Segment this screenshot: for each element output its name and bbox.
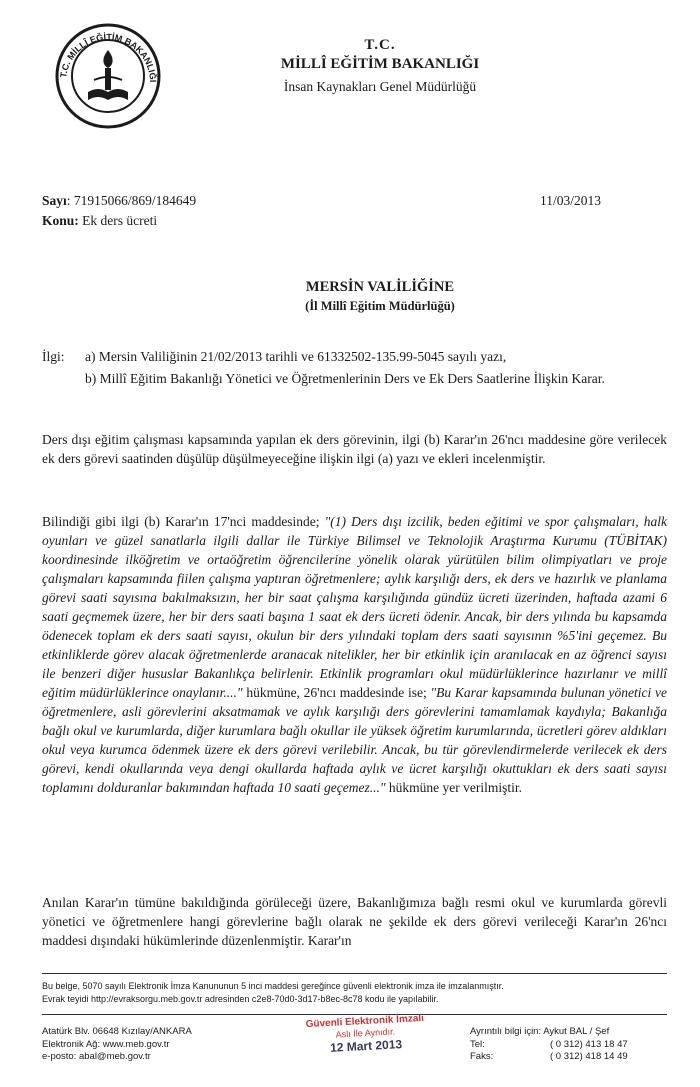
footnote-verification: Evrak teyidi http://evraksorgu.meb.gov.tr adresinden c2e8-70d0-3d17-b8ec-8c78 kodu ile yapılabilir. <box>42 994 439 1004</box>
ilgi-item-a: a) Mersin Valiliğinin 21/02/2013 tarihli ve 61332502-135.99-5045 sayılı yazı, <box>85 349 507 364</box>
p2-intro: Bilindiği gibi ilgi (b) Karar'ın 17'nci maddesinde; <box>42 514 325 529</box>
footer-fax: ( 0 312) 418 14 49 <box>550 1051 628 1062</box>
footer-contact-block <box>470 1026 670 1064</box>
document-date: 11/03/2013 <box>540 193 602 208</box>
footer-tel-label: Tel: <box>470 1038 485 1050</box>
p2-mid: hükmüne, 26'ncı maddesinde ise; <box>242 685 431 700</box>
sayi-value: : 71915066/869/184649 <box>66 193 197 208</box>
svg-text:T.C. MİLLÎ EĞİTİM BAKANLIĞI: T.C. MİLLÎ EĞİTİM BAKANLIĞI <box>58 31 159 83</box>
ilgi-item-b: b) Millî Eğitim Bakanlığı Yönetici ve Öğretmenlerinin Ders ve Ek Ders Saatlerine İlişkin Karar. <box>85 371 605 386</box>
footer-address: Atatürk Blv. 06648 Kızılay/ANKARA <box>42 1026 192 1037</box>
footer-fax-label: Faks: <box>470 1051 494 1062</box>
footnote-esignature: Bu belge, 5070 sayılı Elektronik İmza Kanununun 5 inci maddesi gereğince güvenli elektronik imza ile imzalanmıştır. <box>42 981 504 991</box>
p2-quote-article-26: "Bu Karar kapsamında bulunan yönetici ve öğretmenlere, asli görevlerini aksatmamak ve aylık karşılığı ders görevlerini tamamlamak kaydıyla; Bakanlığa bağlı okul ve kurumlarda, diğer kurumlara bağlı okullar ile yüksek öğretim kurumlarında, ücretleri görev aldıkları okul veya kurumca ödenmek üzere ek ders görevi verilebilir. Ancak, bu tür görevlendirmelerde verilecek ek ders görevi, kendi okullarında veya dengi okullarda haftada aylık ve ücret karşılığı okuttukları ek ders saati sayısı toplamını dolduranlar bakımından haftada 10 saati geçemez..." <box>42 685 667 795</box>
footer-contact: Ayrıntılı bilgi için: Aykut BAL / Şef <box>470 1026 610 1037</box>
paragraph-1: Ders dışı eğitim çalışması kapsamında yapılan ek ders görevinin, ilgi (b) Karar'ın 26'ncı maddesine göre verilecek ek ders görevi saatinden düşülüp düşülmeyeceğine ilişkin ilgi (a) yazı ve ekleri incelenmiştir. <box>42 432 667 466</box>
footer-address-block <box>42 1026 272 1064</box>
footer-tel: ( 0 312) 413 18 47 <box>550 1038 628 1050</box>
footer-website: Elektronik Ağ: www.meb.gov.tr <box>42 1038 170 1050</box>
footer-tel-row <box>470 1039 670 1052</box>
e-signature-stamp <box>281 1012 452 1077</box>
stamp-line-2: Aslı İle Aynıdır. <box>335 1026 396 1040</box>
subject <box>42 213 157 229</box>
p2-end: hükmüne yer verilmiştir. <box>385 780 523 795</box>
footer-email: e-posto: abal@meb.gov.tr <box>42 1051 151 1062</box>
reference-number <box>42 193 196 209</box>
footer-fax-row <box>470 1051 670 1064</box>
ministry-seal-logo <box>54 22 162 130</box>
p2-quote-article-17: "(1) Ders dışı izcilik, beden eğitimi ve spor çalışmaları, halk oyunları ve güzel sanatlarla ilgili dallar ile Türkiye Bilimsel ve Teknolojik Araştırma Kurumu (TÜBİTAK) koordinesinde ilköğretim ve ortaöğretim öğrencilerine yönelik olarak yürütülen bilim olimpiyatları ve proje çalışmaları kapsamında fiilen çalışma yaptıran öğretmenlere; aylık karşılığı ders, ek ders ve hazırlık ve planlama görevi saati sayısına bakılmaksızın, her bir saat çalışma karşılığında gündüz ücreti üzerinden, haftada azami 6 saati geçmemek üzere, her bir ders saati başına 1 saat ek ders ücreti ödenir. Ancak, bir ders yılında bu kapsamda ödenecek toplam ek ders saati sayısı, okulun bir ders yılındaki toplam ders saati sayısının %5'ini geçemez. Bu etkinliklerde görev alacak öğretmenlerde aranacak nitelikler, her bir etkinlik için aranılacak en az öğrenci sayısı ile benzeri diğer hususlar Bakanlıkça belirlenir. Etkinlik programları okul müdürlüklerince hazırlanır ve millî eğitim müdürlüklerince onaylanır...." <box>42 514 667 700</box>
ilgi-label: İlgi: <box>42 349 65 364</box>
footnote-divider <box>42 973 667 974</box>
stamp-date: 12 Mart 2013 <box>329 1037 403 1055</box>
header-ministry: MİLLÎ EĞİTİM BAKANLIĞI <box>280 56 480 72</box>
paragraph-2 <box>42 512 667 797</box>
konu-value: Ek ders ücreti <box>78 213 158 228</box>
header-department: İnsan Kaynakları Genel Müdürlüğü <box>283 79 477 94</box>
stamp-line-1: Güvenli Elektronik İmzalı <box>305 1012 425 1031</box>
sayi-label: Sayı <box>42 193 67 208</box>
konu-label: Konu: <box>42 213 79 228</box>
paragraph-3: Anılan Karar'ın tümüne bakıldığında görüleceği üzere, Bakanlığımıza bağlı resmi okul ve kurumlarda görevli yönetici ve öğretmenlere hangi görevlerine bağlı olarak ne şekilde ek ders görevi verileceği Karar'ın 26'ncı maddesi dışındaki hükümlerinde düzenlenmiştir. Karar'ın <box>42 895 667 948</box>
addressee-title: MERSİN VALİLİĞİNE <box>305 279 455 295</box>
addressee-subtitle: (İl Millî Eğitim Müdürlüğü) <box>305 299 455 313</box>
header-tc: T.C. <box>364 37 396 53</box>
footer-divider <box>42 1014 667 1015</box>
